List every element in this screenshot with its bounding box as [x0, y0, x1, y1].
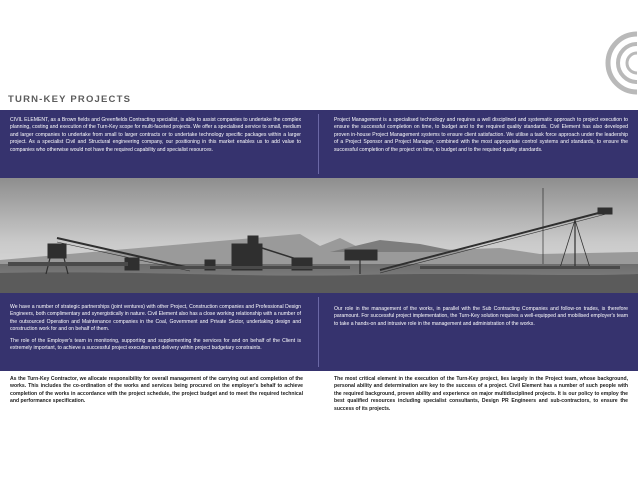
turnkey-contractor-paragraph: As the Turn-Key Contractor, we allocate responsibility for overall management of the carrying out and completion of the works. This includes the co-ordination of the works and services being procured on the employer's behalf to achieve completion of the works in accordance with the project schedule, the project budget and to meet the required technical and performance specification. — [10, 376, 303, 405]
partnerships-paragraph: We have a number of strategic partnerships (joint ventures) with other Project, Construction companies and Professional Design Engineers, both complimentary and synergistically in nature. Civil Element also has a close working relationship with a number of the outsourced Operation and Maintenance companies in the Coal, Government and Private Sector, undertaking design and construction work for and on behalf of them. — [10, 304, 301, 333]
mine-conveyor-photo — [0, 178, 638, 293]
intro-paragraph: CIVIL ELEMENT, as a Brown fields and Greenfields Contracting specialist, is able to assist companies to undertake the complex planning, costing and execution of the Turn-Key scope for multi-faceted projects. We offer a specialised service to small, medium and larger companies to undertake from small to larger contracts or to undertake technology specific packages within a larger project. As a specialist Civil and Structural engineering company, our positioning in this market enables us to add value to companies who otherwise would not have the required capability and specialist resources. — [10, 117, 301, 153]
project-management-paragraph: Project Management is a specialised technology and requires a well disciplined and systematic approach to project execution to ensure the successful completion on time, to budget and to the required quality standards. Civil Element has also developed proven in-house Project Management systems to ensure client satisfaction. We utilise a task force approach under the leadership of a Project Sponsor and Project Manager, combined with the most appropriate control systems and standards, to ensure the successful completion of the project on time, to budget and to the required quality standards. — [334, 117, 628, 153]
project-team-paragraph: The most critical element in the execution of the Turn-Key project, lies largely in the Project team, whose background, personal ability and determination are key to the success of a project. Civil Element has a number of such people with the required background, proven ability and experience on major multidisciplined projects. It is our policy to employ the best qualified resources including specialist consultants, Design PR Engineers and sub-contractors, to ensure the success of its projects. — [334, 376, 628, 412]
circular-c-logo-icon — [597, 28, 637, 98]
top-column-divider — [318, 114, 319, 174]
management-role-paragraph: Our role in the management of the works, in parallel with the Sub Contracting Companies and follow-on trades, is therefore paramount. For successful project implementation, the Turn-Key solution requires a well-equipped and mobilised employer's team to take a hands-on and intrusive role in the management and administration of the works. — [334, 306, 628, 327]
page-title: TURN-KEY PROJECTS — [8, 94, 132, 105]
employer-team-paragraph: The role of the Employer's team in monitoring, supporting and supplementing the services for and on behalf of the Client is extremely important, to achieve a successful project execution and delivery within project budgetary constraints. — [10, 337, 301, 352]
partnerships-column — [10, 304, 301, 356]
middle-column-divider — [318, 297, 319, 367]
